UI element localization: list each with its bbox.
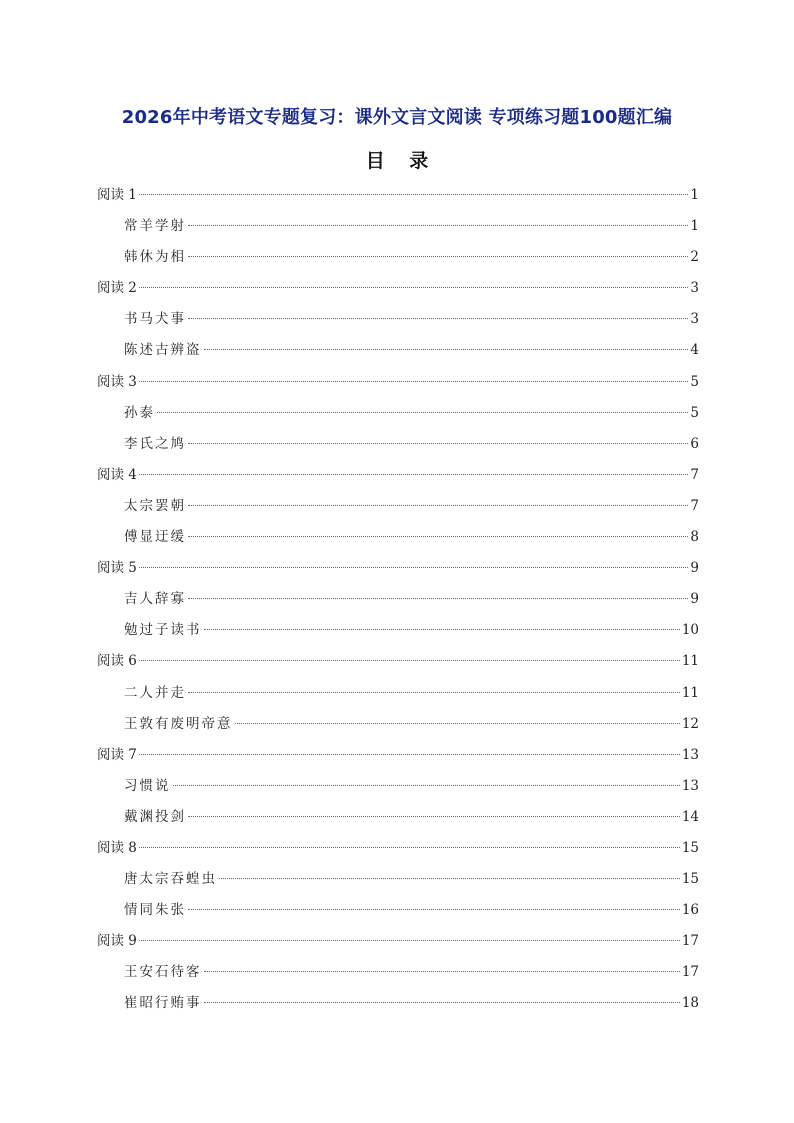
toc-page-number: 7 (690, 466, 699, 483)
toc-section-entry[interactable] (97, 180, 699, 211)
toc-entry-label: 太宗罢朝 (124, 497, 186, 514)
toc-dot-leader (139, 194, 689, 195)
toc-dot-leader (188, 816, 680, 817)
toc-dot-leader (139, 287, 689, 288)
toc-entry-label: 韩休为相 (124, 249, 186, 266)
toc-dot-leader (219, 878, 680, 879)
toc-dot-leader (139, 567, 689, 568)
toc-page-number: 12 (681, 715, 699, 732)
toc-entry-label: 阅读 7 (97, 746, 137, 763)
toc-page-number: 5 (690, 373, 699, 390)
toc-article-entry[interactable] (97, 429, 699, 460)
toc-section-entry[interactable] (97, 553, 699, 584)
toc-page-number: 1 (690, 187, 699, 203)
toc-entry-label: 情同朱张 (124, 902, 186, 919)
toc-entry-label: 崔昭行贿事 (124, 995, 202, 1012)
toc-page-number: 1 (690, 218, 699, 235)
toc-dot-leader (173, 785, 680, 786)
toc-entry-label: 二人并走 (124, 684, 186, 701)
toc-entry-label: 习惯说 (124, 777, 171, 794)
toc-page-number: 3 (690, 280, 699, 297)
toc-article-entry[interactable] (97, 864, 699, 895)
toc-entry-label: 阅读 9 (97, 933, 137, 950)
toc-dot-leader (139, 940, 680, 941)
toc-article-entry[interactable] (97, 709, 699, 740)
toc-entry-label: 唐太宗吞蝗虫 (124, 871, 217, 888)
toc-page-number: 13 (681, 746, 699, 763)
toc-dot-leader (139, 754, 680, 755)
toc-article-entry[interactable] (97, 522, 699, 553)
toc-section-entry[interactable] (97, 460, 699, 491)
toc-section-entry[interactable] (97, 833, 699, 864)
toc-section-entry[interactable] (97, 740, 699, 771)
toc-article-entry[interactable] (97, 802, 699, 833)
toc-entry-label: 戴渊投剑 (124, 808, 186, 825)
toc-page-number: 9 (690, 591, 699, 608)
toc-page-number: 4 (690, 342, 699, 359)
toc-dot-leader (139, 847, 680, 848)
toc-page-number: 13 (681, 777, 699, 794)
toc-article-entry[interactable] (97, 398, 699, 429)
toc-dot-leader (188, 225, 688, 226)
toc-page-number: 18 (681, 995, 699, 1012)
toc-entry-label: 勉过子读书 (124, 622, 202, 639)
toc-entry-label: 王敦有废明帝意 (124, 715, 233, 732)
toc-entry-label: 阅读 4 (97, 466, 137, 483)
toc-page-number: 17 (681, 964, 699, 981)
toc-page-number: 11 (681, 653, 699, 670)
toc-article-entry[interactable] (97, 988, 699, 1019)
toc-section-entry[interactable] (97, 926, 699, 957)
toc-dot-leader (235, 723, 680, 724)
toc-article-entry[interactable] (97, 615, 699, 646)
toc-entry-label: 阅读 2 (97, 280, 137, 297)
toc-section-entry[interactable] (97, 367, 699, 398)
toc-dot-leader (188, 692, 680, 693)
toc-dot-leader (188, 256, 688, 257)
toc-dot-leader (188, 505, 688, 506)
toc-entry-label: 书马犬事 (124, 311, 186, 328)
toc-article-entry[interactable] (97, 771, 699, 802)
toc-article-entry[interactable] (97, 335, 699, 366)
toc-page-number: 3 (690, 311, 699, 328)
toc-entry-label: 阅读 6 (97, 653, 137, 670)
toc-dot-leader (157, 412, 688, 413)
toc-dot-leader (204, 971, 680, 972)
toc-entry-label: 阅读 5 (97, 560, 137, 577)
toc-entry-label: 傅显迂缓 (124, 529, 186, 546)
toc-page-number: 5 (690, 404, 699, 421)
toc-page-number: 11 (681, 684, 699, 701)
toc-entry-label: 阅读 8 (97, 839, 137, 856)
toc-entry-label: 常羊学射 (124, 218, 186, 235)
toc-dot-leader (188, 598, 688, 599)
toc-entry-label: 王安石待客 (124, 964, 202, 981)
toc-dot-leader (139, 660, 680, 661)
toc-entry-label: 吉人辞寡 (124, 591, 186, 608)
toc-dot-leader (204, 349, 689, 350)
table-of-contents (97, 180, 699, 1020)
toc-dot-leader (139, 381, 689, 382)
toc-page-number: 16 (681, 902, 699, 919)
toc-article-entry[interactable] (97, 491, 699, 522)
toc-article-entry[interactable] (97, 304, 699, 335)
toc-dot-leader (188, 536, 688, 537)
toc-page-number: 8 (690, 529, 699, 546)
toc-entry-label: 孙泰 (124, 404, 155, 421)
toc-entry-label: 阅读 3 (97, 373, 137, 390)
toc-dot-leader (139, 474, 689, 475)
toc-article-entry[interactable] (97, 957, 699, 988)
toc-article-entry[interactable] (97, 242, 699, 273)
toc-page-number: 7 (690, 497, 699, 514)
toc-page-number: 9 (690, 560, 699, 577)
toc-entry-label: 陈述古辨盗 (124, 342, 202, 359)
toc-heading: 目 录 (365, 150, 429, 172)
toc-dot-leader (204, 629, 680, 630)
toc-article-entry[interactable] (97, 211, 699, 242)
toc-article-entry[interactable] (97, 584, 699, 615)
toc-page-number: 6 (690, 435, 699, 452)
toc-article-entry[interactable] (97, 678, 699, 709)
toc-entry-label: 阅读 1 (97, 187, 137, 203)
toc-page-number: 17 (681, 933, 699, 950)
toc-page-number: 2 (690, 249, 699, 266)
toc-section-entry[interactable] (97, 273, 699, 304)
toc-article-entry[interactable] (97, 895, 699, 926)
toc-page-number: 15 (681, 871, 699, 888)
toc-dot-leader (188, 318, 688, 319)
toc-entry-label: 李氏之鸠 (124, 435, 186, 452)
toc-dot-leader (188, 443, 688, 444)
toc-page-number: 14 (681, 808, 699, 825)
toc-section-entry[interactable] (97, 646, 699, 677)
toc-page-number: 15 (681, 839, 699, 856)
toc-dot-leader (188, 909, 680, 910)
toc-page-number: 10 (681, 622, 699, 639)
document-title: 2026年中考语文专题复习：课外文言文阅读 专项练习题100题汇编 (121, 107, 673, 128)
toc-dot-leader (204, 1002, 680, 1003)
